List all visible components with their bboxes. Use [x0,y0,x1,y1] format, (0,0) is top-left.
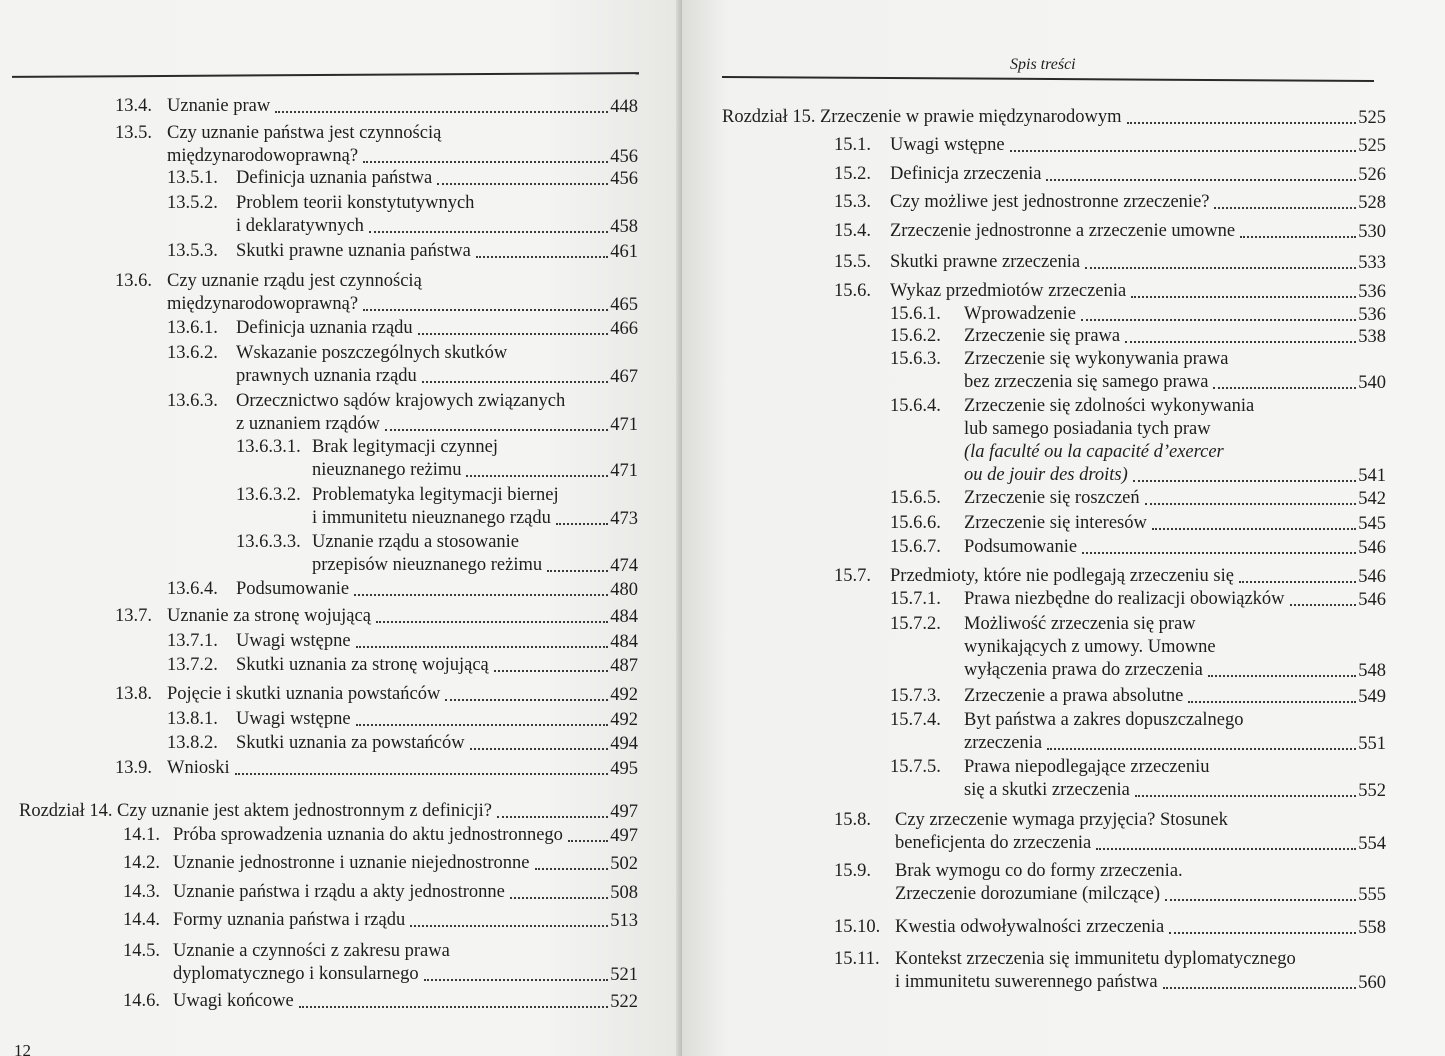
toc-page-number: 473 [610,509,638,529]
toc-entry-title: Uznanie rządu a stosowanie [312,532,520,552]
dot-leader [299,1006,609,1008]
dot-leader [1082,552,1356,554]
toc-entry-title: Podsumowanie [236,579,350,599]
toc-entry [682,613,1426,682]
toc-entry [0,757,678,780]
dot-leader [235,773,609,775]
dot-leader [568,840,608,842]
toc-entry [0,800,678,823]
toc-entry [682,860,1426,906]
toc-entry-title: Uznanie państwa i rządu a akty jednostronne [173,882,505,902]
toc-entry [682,325,1426,348]
toc-entry-title: i immunitetu suwerennego państwa [895,972,1158,992]
toc-entry-number: 13.6.3.3. [236,532,301,552]
dot-leader [1208,675,1356,677]
toc-entry-title: bez zrzeczenia się samego prawa [964,372,1209,392]
toc-entry [682,536,1426,559]
toc-entry [682,280,1426,303]
dot-leader [356,724,609,726]
toc-entry-number: 13.8.2. [167,733,218,753]
toc-entry-title: Czy uznanie państwa jest czynnością [167,123,442,143]
toc-page-number: 456 [610,169,638,189]
dot-leader [1047,748,1356,750]
toc-page-number: 546 [1358,567,1386,587]
toc-entry-number: 15.7.5. [890,757,941,777]
toc-entry [682,512,1426,535]
toc-page-number: 458 [610,217,638,237]
toc-entry-title: Czy zrzeczenie wymaga przyjęcia? Stosunek [895,810,1228,830]
toc-entry-title: ou de jouir des droits) [964,465,1128,485]
toc-page-number: 487 [610,656,638,676]
dot-leader [497,816,608,818]
toc-entry-title: Pojęcie i skutki uznania powstańców [167,684,441,704]
dot-leader [1145,503,1357,505]
toc-entry-title: Definicja zrzeczenia [890,164,1042,184]
dot-leader [410,925,608,927]
toc-entry-title: Zrzeczenie w prawie międzynarodowym [820,107,1122,127]
toc-entry-title: Uznanie za stronę wojującą [167,606,371,626]
toc-entry-title: Przedmioty, które nie podlegają zrzeczeniu się [890,566,1234,586]
dot-leader [1214,207,1356,209]
toc-entry [0,531,678,577]
toc-entry-number: 13.6.3.1. [236,437,301,457]
toc-entry-title: Uznanie praw [167,96,271,116]
toc-page-number: 508 [610,883,638,903]
toc-entry-title: Kwestia odwoływalności zrzeczenia [895,917,1165,937]
toc-entry-title: Prawa niezbędne do realizacji obowiązków [964,589,1285,609]
toc-entry-title: nieuznanego reżimu [312,460,462,480]
dot-leader [418,333,609,335]
toc-entry-title: Formy uznania państwa i rządu [173,910,406,930]
toc-page-number: 536 [1358,305,1386,325]
toc-entry [682,916,1426,939]
toc-entry [0,881,678,904]
dot-leader [1131,296,1356,298]
toc-entry [0,122,678,168]
toc-page-number: 555 [1358,885,1386,905]
toc-entry-title: Orzecznictwo sądów krajowych związanych [236,391,566,411]
toc-entry-title: Zrzeczenie się interesów [964,513,1147,533]
toc-entry-title: Wskazanie poszczególnych skutków [236,343,508,363]
dot-leader [1163,987,1357,989]
dot-leader [356,646,609,648]
toc-entry-number: 13.7. [115,606,152,626]
toc-page-number: 542 [1358,489,1386,509]
toc-page-number: 502 [610,854,638,874]
toc-entry-number: 14.2. [123,853,160,873]
page-number: 12 [14,1041,31,1056]
toc-entry-title: Czy uznanie jest aktem jednostronnym z definicji? [117,801,493,821]
toc-entry-title: zrzeczenia [964,733,1043,753]
toc-entry-title: lub samego posiadania tych praw [964,419,1211,439]
toc-entry [682,487,1426,510]
toc-entry [682,348,1426,394]
dot-leader [376,621,608,623]
toc-entry-number: 13.5.3. [167,241,218,261]
toc-entry-number: Rozdział 14. [19,801,113,821]
dot-leader [494,670,609,672]
toc-entry-title: Skutki uznania za powstańców [236,733,465,753]
dot-leader [363,161,608,163]
toc-entry-title: Problematyka legitymacji biernej [312,485,559,505]
toc-entry-number: 15.4. [834,221,871,241]
toc-entry [0,683,678,706]
toc-entry-title: Brak wymogu co do formy zrzeczenia. [895,861,1183,881]
toc-entry-number: 15.9. [834,861,871,881]
toc-page-number: 448 [610,97,638,117]
toc-entry-title: Zrzeczenie się roszczeń [964,488,1140,508]
toc-entry [682,220,1426,243]
dot-leader [437,183,608,185]
toc-page-number: 533 [1358,253,1386,273]
toc-entry-title: Zrzeczenie się wykonywania prawa [964,349,1229,369]
toc-entry-title: z uznaniem rządów [236,414,380,434]
toc-entry [0,95,678,118]
toc-entry-title: Zrzeczenie jednostronne a zrzeczenie umowne [890,221,1236,241]
dot-leader [369,231,608,233]
toc-page-number: 474 [610,556,638,576]
toc-entry-number: 15.7.2. [890,614,941,634]
toc-page-number: 540 [1358,373,1386,393]
toc-entry-number: 15.1. [834,135,871,155]
toc-entry-title: Podsumowanie [964,537,1078,557]
toc-entry-number: 15.6.4. [890,396,941,416]
dot-leader [1096,848,1356,850]
toc-entry-number: 15.6.6. [890,513,941,533]
toc-entry-number: 15.8. [834,810,871,830]
toc-entry-number: 14.6. [123,991,160,1011]
toc-entry-title: Prawa niepodlegające zrzeczeniu [964,757,1210,777]
toc-entry [0,824,678,847]
toc-entry [0,990,678,1013]
toc-entry-number: 13.6.1. [167,318,218,338]
dot-leader [535,868,609,870]
toc-page-number: 471 [610,415,638,435]
toc-page-number: 484 [610,607,638,627]
toc-page-number: 552 [1358,781,1386,801]
dot-leader [1127,122,1357,124]
toc-page-number: 492 [610,710,638,730]
toc-entry-number: 15.6.5. [890,488,941,508]
toc-entry-number: 15.5. [834,252,871,272]
dot-leader [1046,179,1356,181]
toc-entry-title: Wnioski [167,758,230,778]
toc-page-number: 548 [1358,661,1386,681]
toc-page-number: 494 [610,734,638,754]
toc-entry-title: Skutki prawne uznania państwa [236,241,471,261]
toc-entry-title: Uznanie jednostronne i uznanie niejednostronne [173,853,530,873]
toc-entry-number: 14.5. [123,941,160,961]
toc-entry-title: Brak legitymacji czynnej [312,437,498,457]
right-page [682,0,1445,1056]
toc-entry-title: Kontekst zrzeczenia się immunitetu dyplomatycznego [895,949,1296,969]
toc-page-number: 467 [610,367,638,387]
toc-entry-title: wynikających z umowy. Umowne [964,637,1216,657]
toc-entry [0,167,678,190]
toc-entry-title: przepisów nieuznanego reżimu [312,555,543,575]
toc-entry-title: Uwagi końcowe [173,991,294,1011]
header-rule [722,76,1374,81]
toc-page-number: 525 [1358,108,1386,128]
toc-entry [682,588,1426,611]
toc-entry-number: 13.8. [115,684,152,704]
toc-page-number: 560 [1358,973,1386,993]
dot-leader [1213,387,1356,389]
toc-entry [0,940,678,986]
toc-page-number: 471 [610,461,638,481]
toc-entry-number: 13.5.1. [167,168,218,188]
toc-entry-title: wyłączenia prawa do zrzeczenia [964,660,1203,680]
toc-entry-title: Definicja uznania państwa [236,168,433,188]
dot-leader [422,381,608,383]
toc-page-number: 480 [610,580,638,600]
toc-entry [682,134,1426,157]
toc-entry-title: Czy możliwe jest jednostronne zrzeczenie? [890,192,1210,212]
toc-entry-number: Rozdział 15. [722,107,816,127]
left-page [0,0,680,1056]
dot-leader [354,594,608,596]
dot-leader [1085,267,1356,269]
toc-entry-title: dyplomatycznego i konsularnego [173,964,419,984]
toc-entry-number: 13.7.1. [167,631,218,651]
dot-leader [1081,319,1356,321]
dot-leader [385,429,608,431]
toc-page-number: 495 [610,759,638,779]
toc-entry [0,390,678,436]
toc-entry [682,565,1426,588]
toc-entry-number: 14.4. [123,910,160,930]
dot-leader [363,309,608,311]
toc-page-number: 549 [1358,687,1386,707]
dot-leader [556,523,608,525]
dot-leader [1133,480,1356,482]
toc-entry [0,708,678,731]
toc-entry-number: 14.1. [123,825,160,845]
toc-entry-title: Próba sprowadzenia uznania do aktu jednostronnego [173,825,563,845]
toc-page-number: 456 [610,147,638,167]
toc-entry [682,303,1426,326]
toc-entry [0,192,678,238]
toc-page-number: 530 [1358,222,1386,242]
toc-entry-number: 13.6.3.2. [236,485,301,505]
toc-entry-title: Skutki prawne zrzeczenia [890,252,1081,272]
toc-entry [0,317,678,340]
toc-entry-number: 15.2. [834,164,871,184]
toc-entry-title: Uwagi wstępne [890,135,1005,155]
toc-entry-number: 15.11. [834,949,880,969]
toc-page-number: 497 [610,802,638,822]
toc-entry [0,484,678,530]
toc-page-number: 522 [610,992,638,1012]
dot-leader [466,475,608,477]
toc-entry-number: 15.6. [834,281,871,301]
dot-leader [445,699,608,701]
toc-page-number: 545 [1358,514,1386,534]
dot-leader [1135,795,1356,797]
running-header: Spis treści [1010,56,1076,73]
toc-entry-number: 15.7. [834,566,871,586]
toc-entry-number: 13.6. [115,271,152,291]
toc-entry-title: się a skutki zrzeczenia [964,780,1130,800]
toc-entry-number: 13.5. [115,123,152,143]
header-rule [12,72,639,77]
toc-entry-number: 15.7.4. [890,710,941,730]
dot-leader [1152,528,1356,530]
toc-entry [0,909,678,932]
toc-entry-number: 13.5.2. [167,193,218,213]
dot-leader [1240,236,1356,238]
dot-leader [1169,932,1356,934]
toc-entry-title: Zrzeczenie się zdolności wykonywania [964,396,1255,416]
toc-entry-title: (la faculté ou la capacité d’exercer [964,442,1224,462]
toc-entry-title: Byt państwa a zakres dopuszczalnego [964,710,1244,730]
toc-entry-title: międzynarodowoprawną? [167,294,359,314]
dot-leader [476,256,608,258]
dot-leader [275,111,608,113]
toc-entry-number: 15.7.3. [890,686,941,706]
toc-entry-title: Uwagi wstępne [236,709,351,729]
toc-entry-title: Problem teorii konstytutywnych [236,193,475,213]
toc-entry-number: 13.7.2. [167,655,218,675]
toc-entry [0,436,678,482]
toc-entry [0,654,678,677]
toc-page-number: 554 [1358,834,1386,854]
toc-entry-title: Zrzeczenie a prawa absolutne [964,686,1184,706]
toc-entry-title: beneficjenta do zrzeczenia [895,833,1092,853]
toc-entry [0,578,678,601]
toc-entry-title: Skutki uznania za stronę wojującą [236,655,489,675]
toc-entry [682,106,1426,129]
toc-entry-number: 13.8.1. [167,709,218,729]
dot-leader [1165,899,1356,901]
toc-entry [0,270,678,316]
dot-leader [1125,341,1356,343]
toc-entry [682,163,1426,186]
toc-entry-title: i immunitetu nieuznanego rządu [312,508,551,528]
toc-entry-number: 15.6.7. [890,537,941,557]
toc-entry-title: Wykaz przedmiotów zrzeczenia [890,281,1127,301]
toc-page-number: 538 [1358,327,1386,347]
toc-entry [682,948,1426,994]
toc-page-number: 466 [610,319,638,339]
dot-leader [510,897,608,899]
toc-page-number: 497 [610,826,638,846]
toc-page-number: 528 [1358,193,1386,213]
toc-entry-title: międzynarodowoprawną? [167,146,359,166]
toc-entry-title: Definicja uznania rządu [236,318,413,338]
toc-entry [0,630,678,653]
toc-entry [682,191,1426,214]
toc-entry [0,240,678,263]
dot-leader [547,570,608,572]
toc-page-number: 558 [1358,918,1386,938]
toc-entry [0,732,678,755]
toc-entry [0,852,678,875]
toc-page-number: 513 [610,911,638,931]
toc-entry-number: 15.6.2. [890,326,941,346]
toc-entry-number: 13.4. [115,96,152,116]
toc-entry-title: Możliwość zrzeczenia się praw [964,614,1196,634]
toc-entry-number: 15.3. [834,192,871,212]
toc-entry-number: 15.7.1. [890,589,941,609]
toc-page-number: 465 [610,295,638,315]
toc-entry-number: 15.10. [834,917,881,937]
dot-leader [1239,581,1356,583]
toc-entry-number: 15.6.3. [890,349,941,369]
toc-page-number: 521 [610,965,638,985]
toc-entry-title: Zrzeczenie się prawa [964,326,1121,346]
toc-page-number: 546 [1358,590,1386,610]
toc-entry-title: i deklaratywnych [236,216,364,236]
toc-page-number: 551 [1358,734,1386,754]
toc-page-number: 525 [1358,136,1386,156]
toc-entry-number: 13.6.3. [167,391,218,411]
toc-entry [0,605,678,628]
toc-page-number: 461 [610,242,638,262]
toc-page-number: 484 [610,632,638,652]
dot-leader [1188,701,1356,703]
toc-entry-number: 13.6.4. [167,579,218,599]
toc-entry [0,342,678,388]
toc-entry [682,251,1426,274]
toc-entry [682,809,1426,855]
toc-entry [682,709,1426,755]
toc-page-number: 541 [1358,466,1386,486]
toc-entry-title: Czy uznanie rządu jest czynnością [167,271,422,291]
toc-entry-number: 14.3. [123,882,160,902]
toc-entry-title: Uwagi wstępne [236,631,351,651]
toc-entry [682,756,1426,802]
toc-entry-title: prawnych uznania rządu [236,366,417,386]
toc-page-number: 546 [1358,538,1386,558]
toc-entry-title: Zrzeczenie dorozumiane (milczące) [895,884,1160,904]
dot-leader [1010,150,1357,152]
toc-entry-number: 13.9. [115,758,152,778]
toc-entry-number: 15.6.1. [890,304,941,324]
toc-page-number: 536 [1358,282,1386,302]
toc-page-number: 526 [1358,165,1386,185]
dot-leader [470,748,609,750]
dot-leader [1290,604,1357,606]
toc-page-number: 492 [610,685,638,705]
toc-entry [682,685,1426,708]
toc-entry-number: 13.6.2. [167,343,218,363]
toc-entry-title: Wprowadzenie [964,304,1076,324]
dot-leader [424,979,609,981]
toc-entry-title: Uznanie a czynności z zakresu prawa [173,941,450,961]
toc-entry [682,395,1426,487]
